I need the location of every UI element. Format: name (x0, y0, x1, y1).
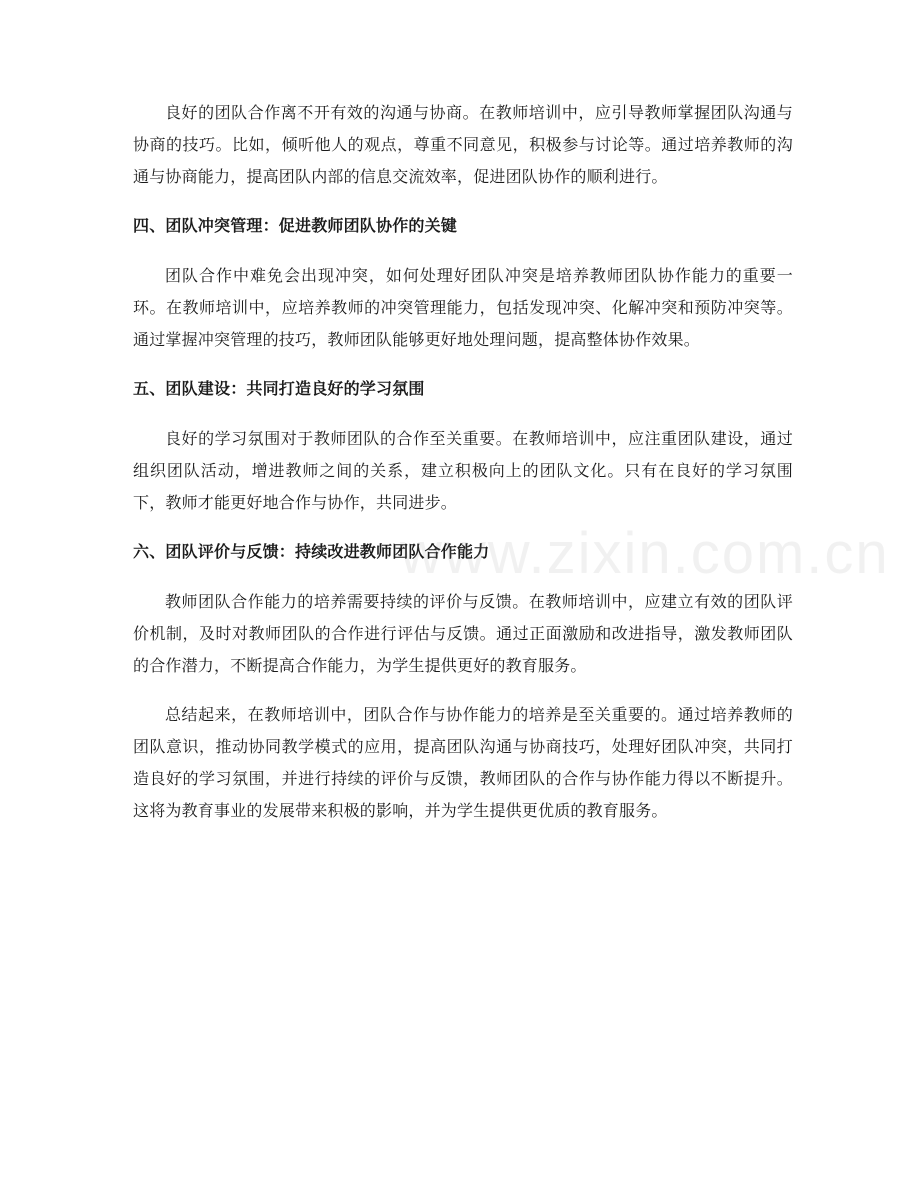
document-body (133, 97, 793, 844)
heading-evaluation-feedback: 六、团队评价与反馈：持续改进教师团队合作能力 (133, 542, 490, 561)
paragraph-evaluation-feedback: 教师团队合作能力的培养需要持续的评价与反馈。在教师培训中，应建立有效的团队评价机制，及时对教师团队的合作进行评估与反馈。通过正面激励和改进指导，激发教师团队的合作潜力，不断提高合作能力，为学生提供更好的教育服务。 (133, 592, 793, 675)
watermark: www.zixin.com.cn (400, 521, 890, 586)
paragraph-communication: 良好的团队合作离不开有效的沟通与协商。在教师培训中，应引导教师掌握团队沟通与协商的技巧。比如，倾听他人的观点，尊重不同意见，积极参与讨论等。通过培养教师的沟通与协商能力，提高团队内部的信息交流效率，促进团队协作的顺利进行。 (133, 103, 793, 186)
heading-conflict-management: 四、团队冲突管理：促进教师团队协作的关键 (133, 216, 458, 235)
paragraph-conclusion: 总结起来，在教师培训中，团队合作与协作能力的培养是至关重要的。通过培养教师的团队意识，推动协同教学模式的应用，提高团队沟通与协商技巧，处理好团队冲突，共同打造良好的学习氛围，并进行持续的评价与反馈，教师团队的合作与协作能力得以不断提升。这将为教育事业的发展带来积极的影响，并为学生提供更优质的教育服务。 (133, 705, 793, 820)
paragraph-team-building: 良好的学习氛围对于教师团队的合作至关重要。在教师培训中，应注重团队建设，通过组织团队活动，增进教师之间的关系，建立积极向上的团队文化。只有在良好的学习氛围下，教师才能更好地合作与协作，共同进步。 (133, 429, 793, 512)
paragraph-conflict-management: 团队合作中难免会出现冲突，如何处理好团队冲突是培养教师团队协作能力的重要一环。在教师培训中，应培养教师的冲突管理能力，包括发现冲突、化解冲突和预防冲突等。通过掌握冲突管理的技巧，教师团队能够更好地处理问题，提高整体协作效果。 (133, 266, 793, 349)
heading-team-building: 五、团队建设：共同打造良好的学习氛围 (133, 379, 425, 398)
